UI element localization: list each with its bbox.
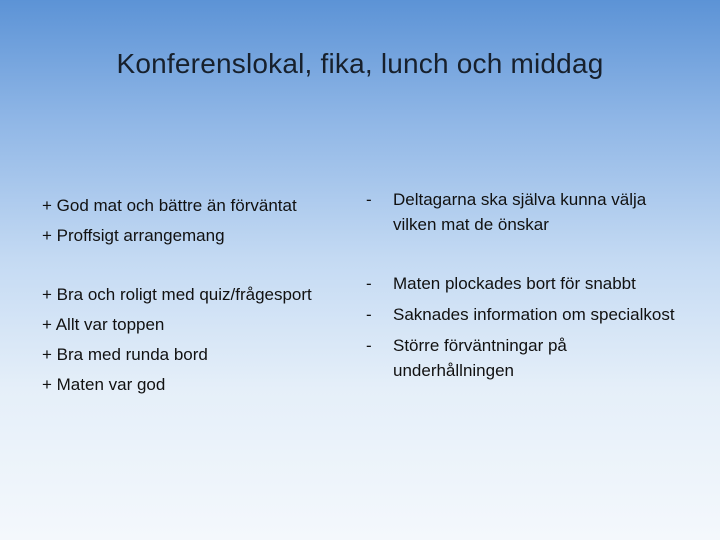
negative-item-text: Större förväntningar på underhållningen [393,336,567,380]
negative-item [362,302,682,327]
positive-item: + Bra med runda bord [42,345,208,364]
negative-item-text: Maten plockades bort för snabbt [393,274,636,293]
dash-bullet: - [366,190,372,209]
slide-title: Konferenslokal, fika, lunch och middag [116,48,604,79]
negative-item [362,187,682,237]
negative-item [362,333,682,383]
positive-item: + Bra och roligt med quiz/frågesport [42,285,312,304]
dash-bullet: - [366,305,372,324]
positive-item: + Allt var toppen [42,315,165,334]
negative-item [362,271,682,296]
negative-item-text: Saknades information om specialkost [393,305,675,324]
positives-column [42,193,342,397]
positive-item: + God mat och bättre än förväntat [42,196,297,215]
negative-item-text: Deltagarna ska själva kunna välja vilken mat de önskar [393,190,647,234]
dash-bullet: - [366,274,372,293]
positive-item: + Maten var god [42,375,166,394]
positive-item: + Proffsigt arrangemang [42,226,225,245]
negatives-column [362,190,682,383]
dash-bullet: - [366,336,372,355]
